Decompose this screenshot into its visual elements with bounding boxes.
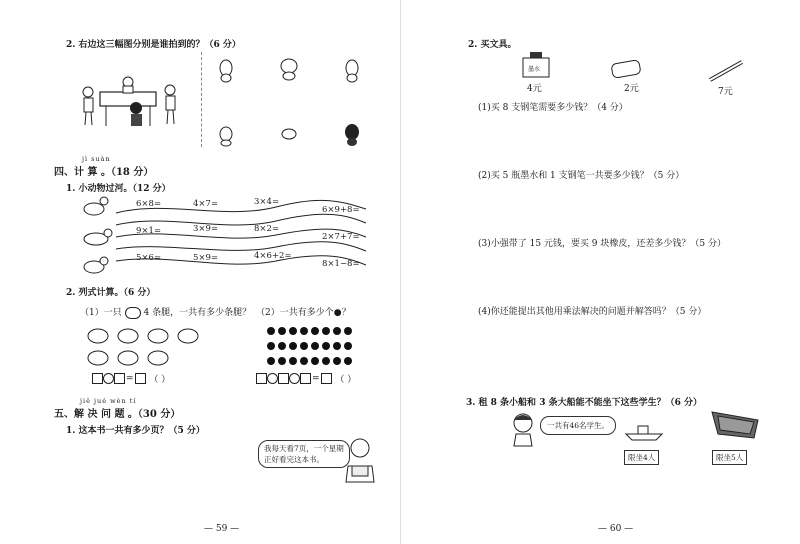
operator-circle[interactable]: [267, 373, 278, 384]
section-5-title: 五、解 决 问 题 。（30 分）: [54, 409, 181, 420]
expr-r2c2: 3×9=: [193, 224, 219, 234]
answer-row-1: = （ ）: [92, 372, 171, 385]
sub-question-4: (4)你还能提出其他用乘法解决的问题并解答吗？（5 分）: [478, 307, 707, 317]
expr-r2c1: 9×1=: [136, 226, 162, 236]
expr-r3c1: 5×6=: [136, 253, 162, 263]
sub-question-1: (1)买 8 支钢笔需要多少钱？（4 分）: [478, 103, 628, 113]
sub-question-2: (2)买 5 瓶墨水和 1 支钢笔一共要多少钱？（5 分）: [478, 171, 685, 181]
expr-r1c3: 3×4=: [254, 197, 280, 207]
sec5-pinyin: jiě jué wèn tí: [80, 397, 137, 405]
right-question-2-title: 2. 买文具。: [468, 40, 517, 50]
expr-r1c4: 6×9+8=: [322, 205, 360, 215]
page-fold: [400, 0, 401, 544]
sub1-question: 4 条腿，一共有多少条腿？: [143, 308, 252, 318]
sub2-text: （2）一共有多少个●？: [256, 308, 351, 318]
table-scene-illustration: [78, 70, 188, 132]
answer-box[interactable]: [256, 373, 267, 384]
question-1-title: 1. 小动物过河。（12 分）: [66, 184, 171, 194]
pen-icon: [706, 58, 746, 84]
elephant-icon: [125, 307, 141, 319]
sub-question-3: (3)小强带了 15 元钱，要买 9 块橡皮，还差多少钱？（5 分）: [478, 239, 726, 249]
question-5-1: 1. 这本书一共有多少页？（5 分）: [66, 426, 205, 436]
answer-box[interactable]: [92, 373, 103, 384]
expr-r1c1: 6×8=: [136, 199, 162, 209]
unit-paren: （ ）: [335, 375, 357, 385]
page-number-right: — 60 —: [598, 524, 634, 534]
dashed-divider: [201, 52, 202, 147]
price-eraser: 2元: [624, 84, 639, 94]
big-boat-icon: [710, 406, 760, 442]
operator-circle[interactable]: [289, 373, 300, 384]
speech-bubble-left: 我每天看7页，一个星期正好看完这本书。: [258, 440, 350, 468]
big-boat-label: 限坐5人: [712, 450, 747, 465]
sub1-text: [80, 305, 251, 319]
price-pen: 7元: [718, 87, 733, 97]
elephant-grid: [86, 326, 202, 368]
expr-r3c3: 4×6+2=: [254, 251, 292, 261]
unit-paren: （ ）: [149, 375, 171, 385]
eraser-icon: [610, 58, 642, 80]
answer-box[interactable]: [135, 373, 146, 384]
answer-row-2: = （ ）: [256, 372, 357, 385]
expr-r3c4: 8×1−8=: [322, 259, 360, 269]
expr-r3c2: 5×9=: [193, 253, 219, 263]
answer-box[interactable]: [300, 373, 311, 384]
girl-reading-illustration: [340, 436, 380, 484]
operator-circle[interactable]: [103, 373, 114, 384]
sub1-label: （1）一只: [80, 308, 122, 318]
answer-box[interactable]: [278, 373, 289, 384]
expr-r2c3: 8×2=: [254, 224, 280, 234]
sec4-pinyin: jì suàn: [82, 155, 111, 163]
question-2-title: 2. 右边这三幅图分别是谁拍到的？（6 分）: [66, 40, 241, 50]
page-number-left: — 59 —: [204, 524, 240, 534]
right-question-3-title: 3. 租 8 条小船和 3 条大船能不能坐下这些学生？（6 分）: [466, 398, 702, 408]
answer-box[interactable]: [114, 373, 125, 384]
teacher-illustration: [510, 412, 536, 448]
answer-box[interactable]: [321, 373, 332, 384]
price-ink: 4元: [527, 84, 542, 94]
question-2b-title: 2. 列式计算。（6 分）: [66, 288, 156, 298]
small-boat-icon: [624, 422, 664, 442]
speech-bubble-right: 一共有46名学生。: [540, 416, 616, 435]
small-boat-label: 限坐4人: [624, 450, 659, 465]
section-4-title: 四、计 算 。（18 分）: [54, 167, 154, 178]
ink-label: 墨水: [528, 66, 541, 73]
expr-r2c4: 2×7+7=: [322, 232, 360, 242]
expr-r1c2: 4×7=: [193, 199, 219, 209]
dot-grid: [266, 326, 356, 368]
photo-views-illustration: [214, 56, 364, 148]
